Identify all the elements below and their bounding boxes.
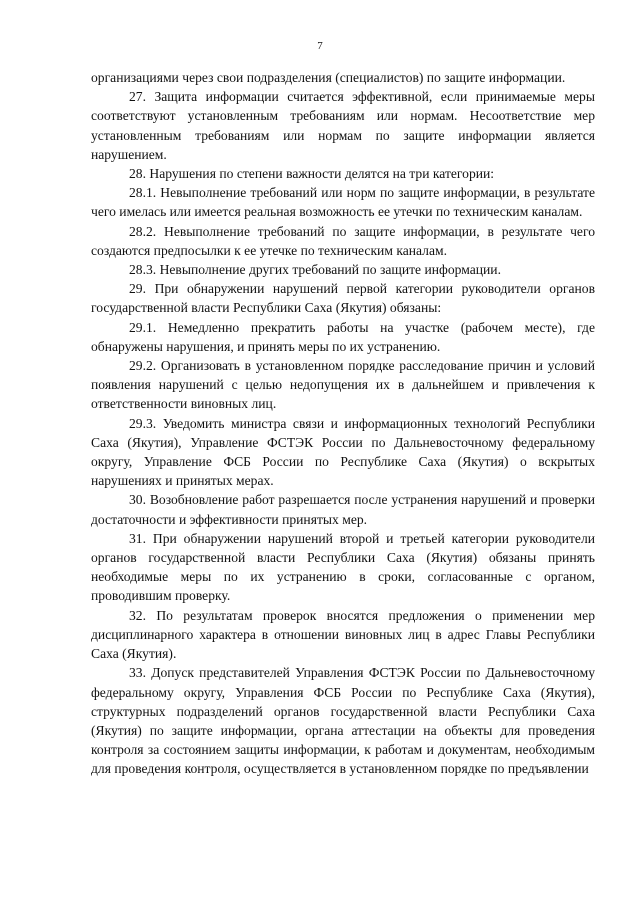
paragraph-29: 29. При обнаружении нарушений первой категории руководители органов государственной власти Республики Саха (Якутия) обязаны:: [91, 281, 595, 316]
paragraph-27: 27. Защита информации считается эффективной, если принимаемые меры соответствуют установленным требованиям или нормам. Несоответствие мер установленным требованиям или нормам по защите информации является нарушением.: [91, 89, 595, 162]
paragraph-continuation: организациями через свои подразделения (специалистов) по защите информации.: [91, 70, 566, 85]
paragraph-29-3: 29.3. Уведомить министра связи и информационных технологий Республики Саха (Якутия), Управление ФСТЭК России по Дальневосточному федеральному округу, Управление ФСБ России по Республике Саха (Якутия) о вскрытых нарушениях и принятых мерах.: [91, 415, 595, 489]
paragraph-28-2: 28.2. Невыполнение требований по защите информации, в результате чего создаются предпосылки к ее утечке по техническим каналам.: [91, 223, 595, 258]
paragraph-29-1: 29.1. Немедленно прекратить работы на участке (рабочем месте), где обнаружены нарушения, и принять меры по их устранению.: [91, 319, 595, 354]
document-body: [91, 68, 595, 779]
page-number: 7: [317, 40, 323, 52]
paragraph-28-1: 28.1. Невыполнение требований или норм по защите информации, в результате чего имелась или имеется реальная возможность ее утечки по техническим каналам.: [91, 185, 595, 220]
paragraph-29-2: 29.2. Организовать в установленном порядке расследование причин и условий появления нарушений с целью недопущения их в дальнейшем и привлечения к ответственности виновных лиц.: [91, 358, 595, 412]
paragraph-31: 31. При обнаружении нарушений второй и третьей категории руководители органов государственной власти Республики Саха (Якутия) обязаны принять необходимые меры по их устранению в сроки, согласованные с органом, проводившим проверку.: [91, 530, 595, 604]
paragraph-30: 30. Возобновление работ разрешается после устранения нарушений и проверки достаточности и эффективности принятых мер.: [91, 492, 595, 527]
paragraph-28-3: 28.3. Невыполнение других требований по защите информации.: [129, 262, 501, 278]
paragraph-28: 28. Нарушения по степени важности делятся на три категории:: [129, 166, 495, 182]
paragraph-32: 32. По результатам проверок вносятся предложения о применении мер дисциплинарного характера в отношении виновных лиц в адрес Главы Республики Саха (Якутия).: [91, 607, 595, 662]
paragraph-33: 33. Допуск представителей Управления ФСТЭК России по Дальневосточному федеральному округу, Управления ФСБ России по Республике Саха (Якутия), структурных подразделений органов государственной власти Республики Саха (Якутия) по защите информации, органа аттестации на объекты для проведения контроля за состоянием защиты информации, к работам и документам, необходимым для проведения контроля, осуществляется в установленном порядке по предъявлении: [91, 665, 595, 777]
